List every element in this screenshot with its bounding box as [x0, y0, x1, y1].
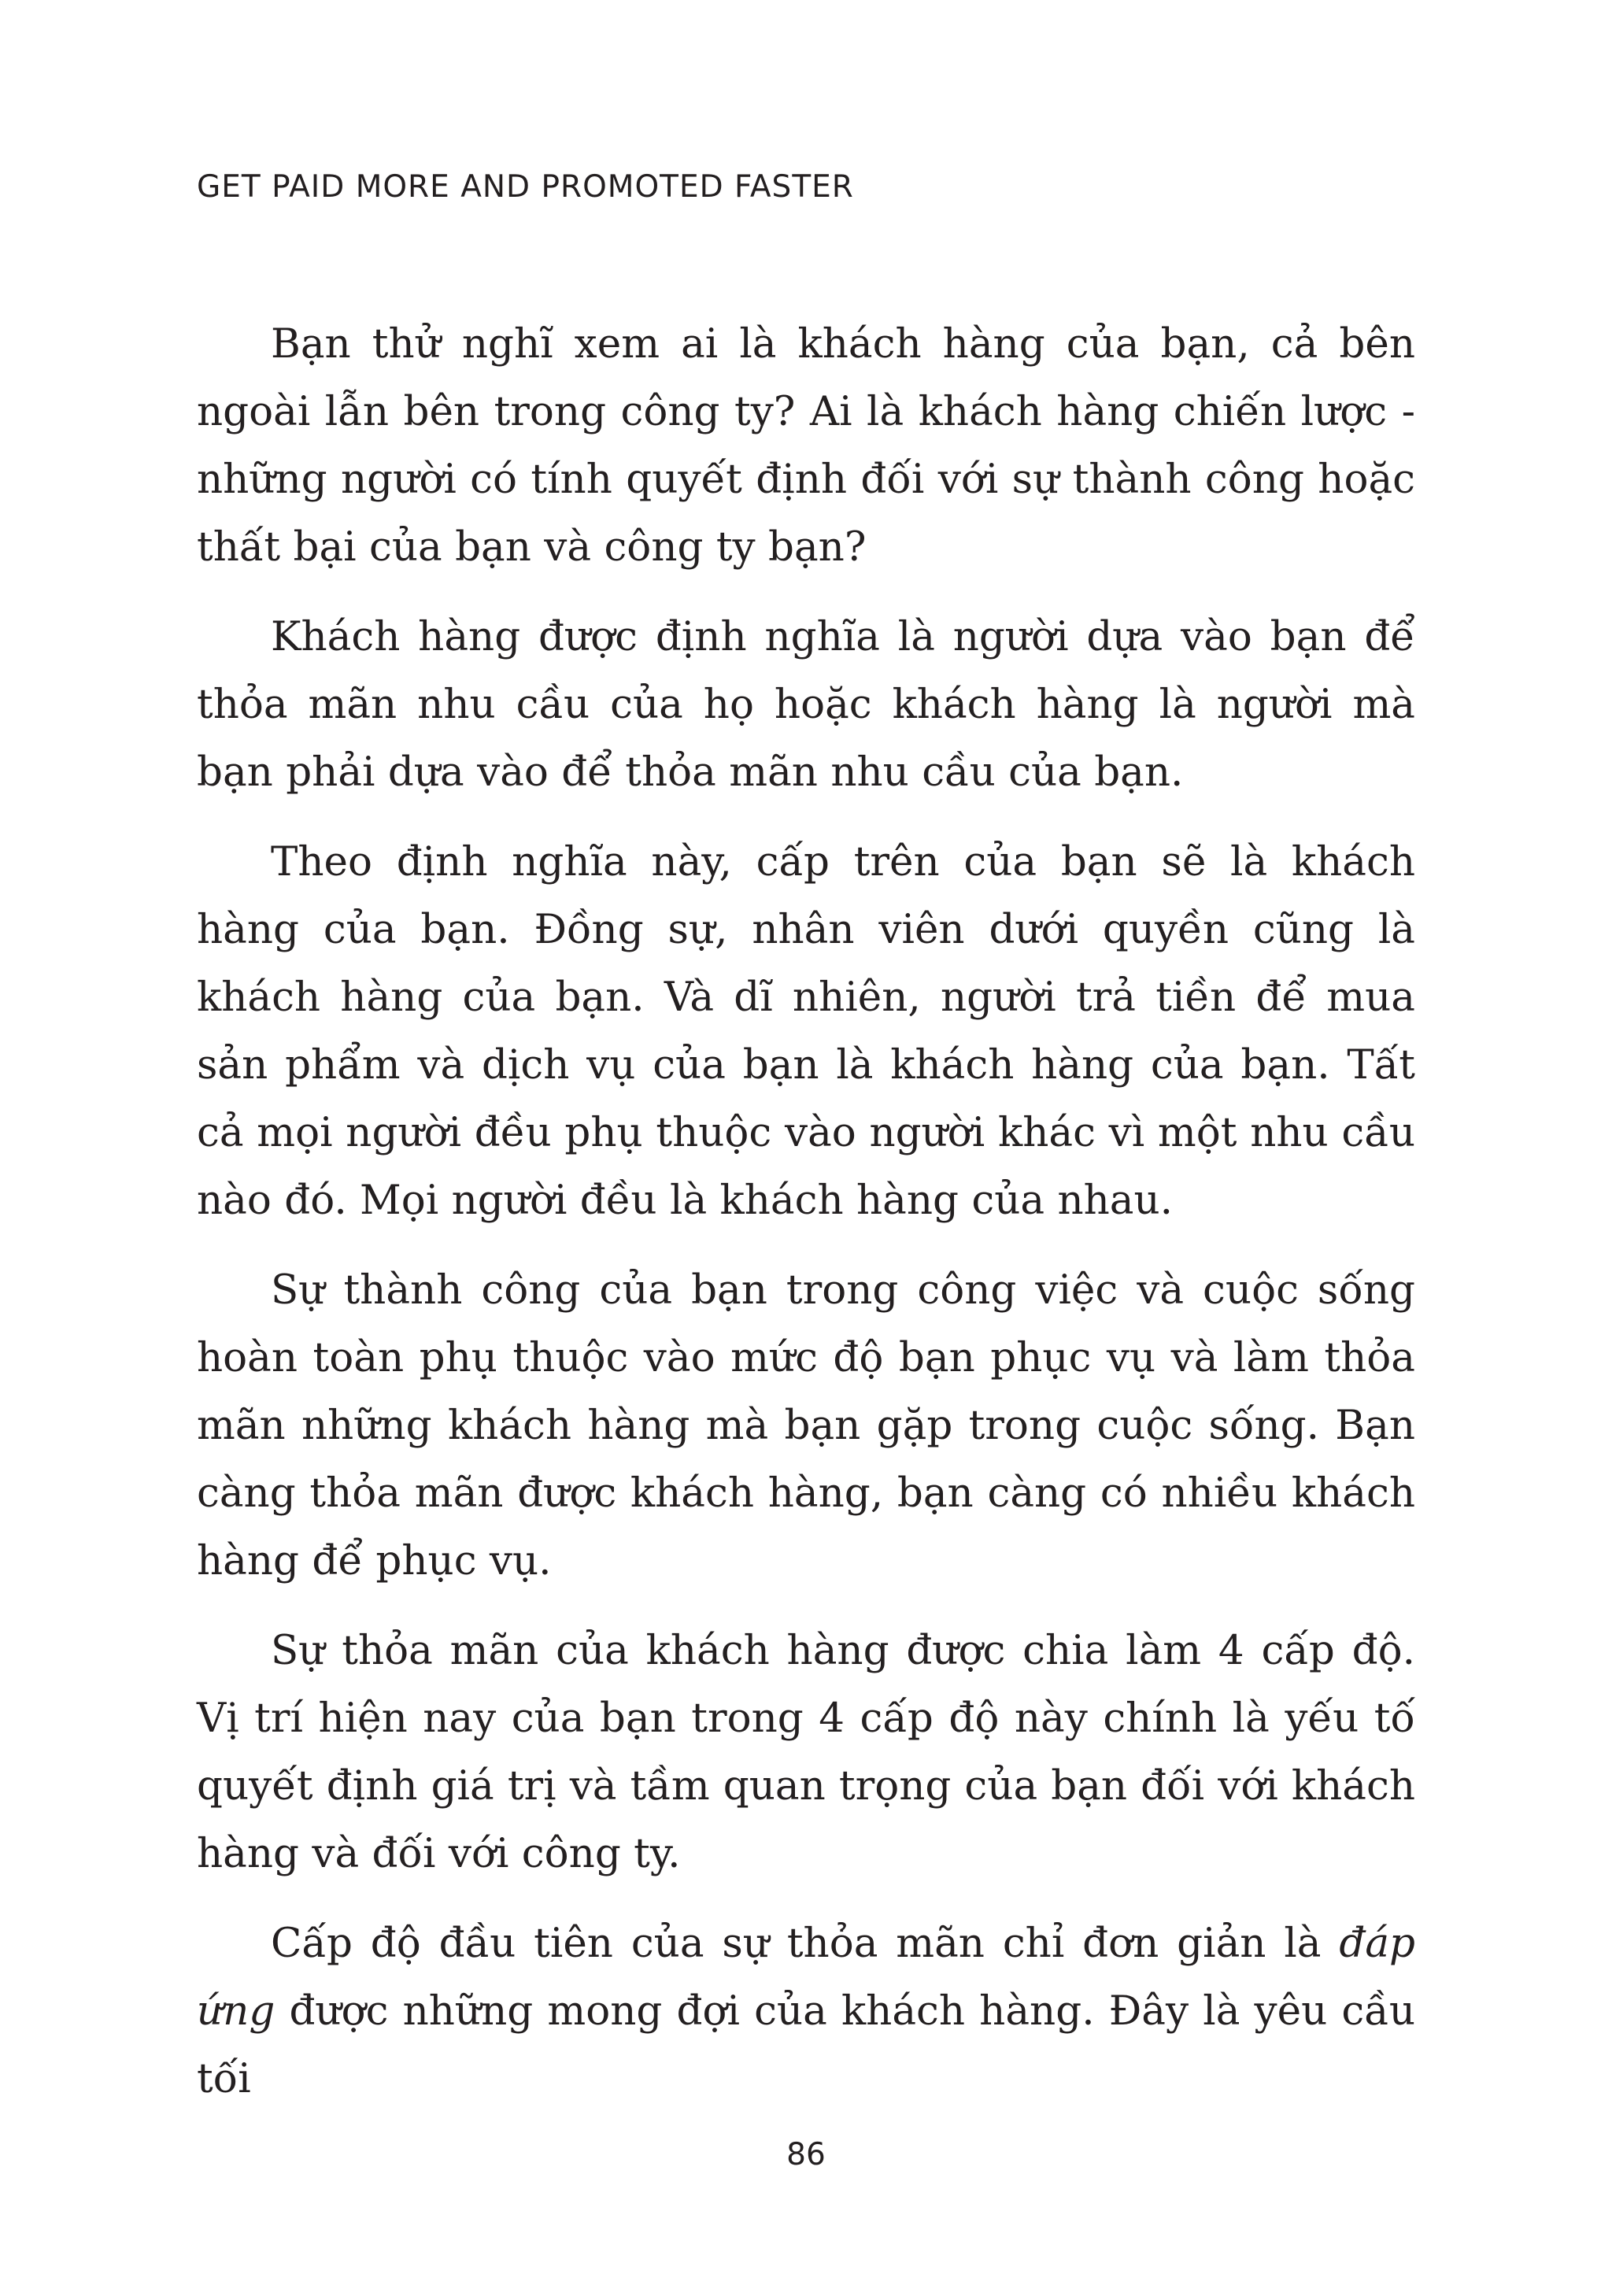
paragraph-6 — [197, 1910, 1415, 2113]
body-text — [197, 310, 1415, 2113]
paragraph-5: Sự thỏa mãn của khách hàng được chia làm 4 cấp độ. Vị trí hiện nay của bạn trong 4 cấp độ này chính là yếu tố quyết định giá trị và tầm quan trọng của bạn đối với khách hàng và đối với công ty. — [197, 1627, 1415, 1877]
paragraph-1: Bạn thử nghĩ xem ai là khách hàng của bạn, cả bên ngoài lẫn bên trong công ty? Ai là khách hàng chiến lược - những người có tính quyết định đối với sự thành công hoặc thất bại của bạn và công ty bạn? — [197, 320, 1415, 571]
paragraph-3: Theo định nghĩa này, cấp trên của bạn sẽ là khách hàng của bạn. Đồng sự, nhân viên dưới quyền cũng là khách hàng của bạn. Và dĩ nhiên, người trả tiền để mua sản phẩm và dịch vụ của bạn là khách hàng của bạn. Tất cả mọi người đều phụ thuộc vào người khác vì một nhu cầu nào đó. Mọi người đều là khách hàng của nhau. — [197, 838, 1415, 1224]
paragraph-4: Sự thành công của bạn trong công việc và cuộc sống hoàn toàn phụ thuộc vào mức độ bạn phục vụ và làm thỏa mãn những khách hàng mà bạn gặp trong cuộc sống. Bạn càng thỏa mãn được khách hàng, bạn càng có nhiều khách hàng để phục vụ. — [197, 1266, 1415, 1584]
paragraph-2: Khách hàng được định nghĩa là người dựa vào bạn để thỏa mãn nhu cầu của họ hoặc khách hàng là người mà bạn phải dựa vào để thỏa mãn nhu cầu của bạn. — [197, 613, 1415, 796]
paragraph-6-end: được những mong đợi của khách hàng. Đây là yêu cầu tối — [197, 1987, 1415, 2102]
page-number: 86 — [786, 2137, 826, 2172]
emphasis-term: đáp ứng — [197, 1920, 1415, 2035]
running-header: GET PAID MORE AND PROMOTED FASTER — [197, 169, 854, 205]
paragraph-6-start: Cấp độ đầu tiên của sự thỏa mãn chỉ đơn giản là — [271, 1920, 1340, 1967]
